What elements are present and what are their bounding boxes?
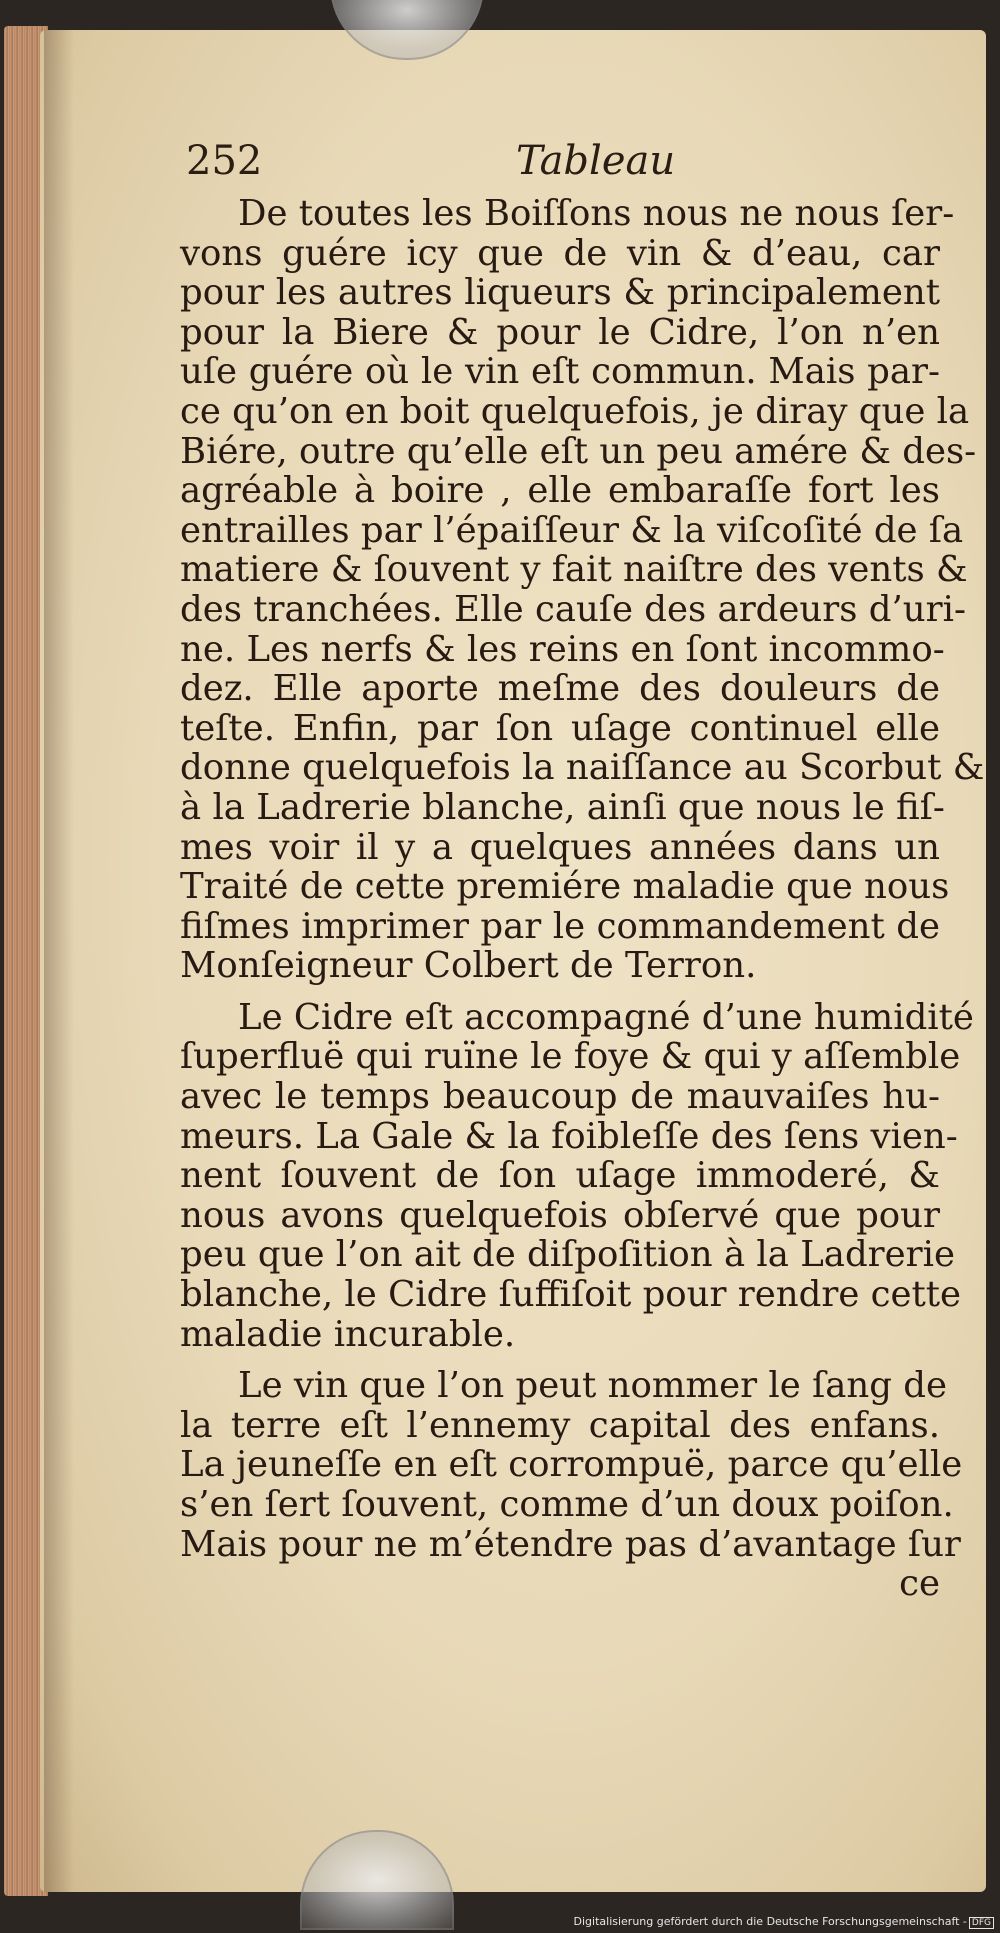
dfg-logo: DFG (969, 1917, 994, 1929)
text-line: Mais pour ne m’étendre pas d’avantage ſur (180, 1523, 961, 1565)
text-line: vons guére icy que de vin & d’eau, car (180, 232, 940, 274)
text-line: donne quelquefois la naiſſance au Scorbut & (180, 747, 985, 789)
text-line: pour la Biere & pour le Cidre, l’on n’en (180, 311, 940, 353)
text-line: nent ſouvent de ſon uſage immoderé, & (180, 1155, 940, 1197)
text-line: La jeuneſſe en eſt corrompuë, parce qu’elle (180, 1444, 963, 1486)
page-number: 252 (186, 138, 263, 184)
text-line: Biére, outre qu’elle eſt un peu amére & des- (180, 430, 977, 472)
text-line: la terre eſt l’ennemy capital des enfans. (180, 1404, 940, 1446)
text-line: dez. Elle aporte meſme des douleurs de (180, 668, 940, 710)
text-line: s’en ſert ſouvent, comme d’un doux poiſon. (180, 1484, 954, 1525)
text-line: Le vin que l’on peut nommer le ſang de (238, 1365, 947, 1407)
text-line: pour les autres liqueurs & principalement (180, 272, 940, 314)
page-header (186, 138, 886, 188)
catchword: ce (899, 1563, 940, 1605)
text-line: des tranchées. Elle cauſe des ardeurs d’uri- (180, 588, 966, 630)
text-line: meurs. La Gale & la foibleſſe des ſens vien- (180, 1115, 958, 1157)
text-line: à la Ladrerie blanche, ainſi que nous le fiſ- (180, 786, 945, 828)
text-line: nous avons quelquefois obſervé que pour (180, 1194, 940, 1236)
text-line: entrailles par l’épaiſſeur & la viſcoſité de ſa (180, 509, 964, 551)
running-head: Tableau (516, 138, 676, 184)
text-line: peu que l’on ait de diſpoſition à la Ladrerie (180, 1234, 955, 1276)
gutter-shadow (44, 30, 74, 1892)
text-line: matiere & ſouvent y fait naiſtre des vents & (180, 549, 968, 591)
body-text (180, 193, 985, 1605)
text-line: ſuperfluë qui ruïne le foye & qui y aſſemble (180, 1036, 961, 1078)
text-line: agréable à boire , elle embaraſſe fort les (180, 470, 940, 512)
credit-text: Digitalisierung gefördert durch die Deutsche Forschungsgemeinschaft - (573, 1915, 967, 1928)
text-line: fiſmes imprimer par le commandement de (180, 905, 940, 947)
text-line: De toutes les Boiſſons nous ne nous ſer- (238, 193, 955, 234)
text-line: uſe guére où le vin eſt commun. Mais par- (180, 351, 940, 393)
text-line: ce qu’on en boit quelquefois, je diray que la (180, 390, 970, 432)
digitization-credit (574, 1915, 994, 1929)
text-line: Monſeigneur Colbert de Terron. (180, 945, 757, 987)
text-line: avec le temps beaucoup de mauvaiſes hu- (180, 1076, 940, 1118)
text-line: Le Cidre eſt accompagné d’une humidité (238, 996, 974, 1038)
text-line: mes voir il y a quelques années dans un (180, 826, 940, 868)
text-line: maladie incurable. (180, 1313, 516, 1355)
text-line: teſte. Enfin, par ſon uſage continuel elle (180, 707, 940, 749)
text-line: Traité de cette premiére maladie que nous (180, 866, 950, 908)
text-line: ne. Les nerfs & les reins en ſont incommo- (180, 628, 945, 670)
text-line: blanche, le Cidre ſuffiſoit pour rendre cette (180, 1274, 962, 1316)
